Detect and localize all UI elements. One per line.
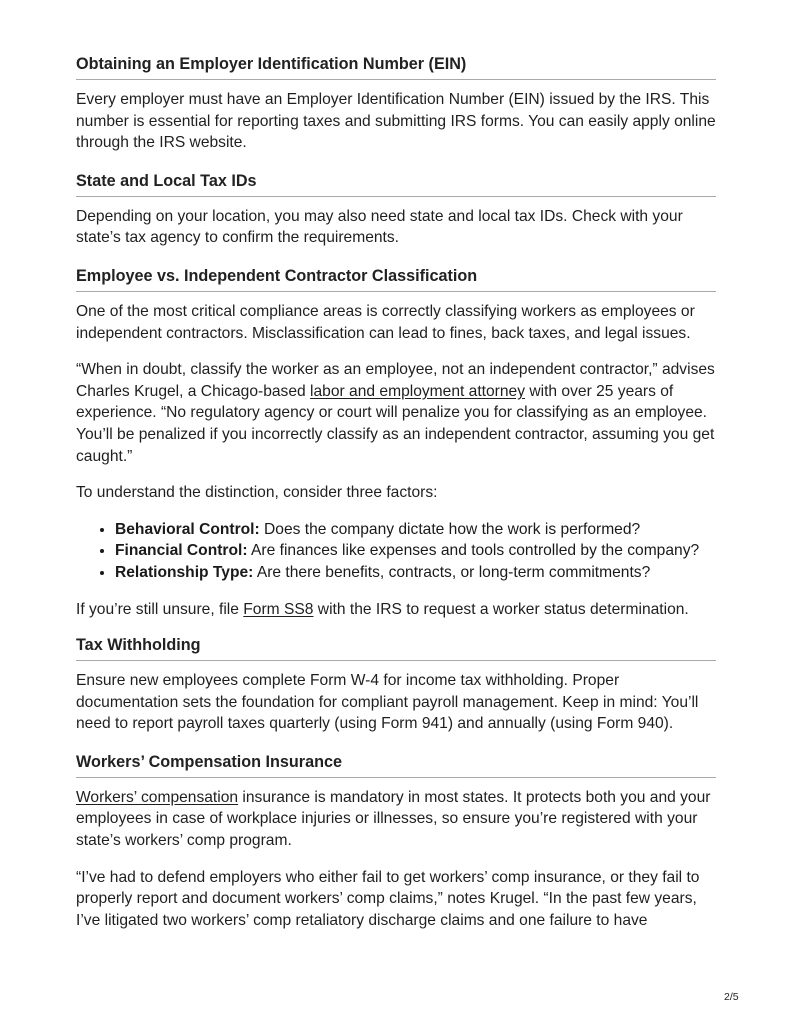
section-title-state-tax: State and Local Tax IDs [76, 171, 716, 197]
factor-text: Are finances like expenses and tools controlled by the company? [247, 542, 700, 560]
document-body [76, 54, 716, 946]
section-title-withholding: Tax Withholding [76, 635, 716, 661]
factors-list [76, 519, 716, 584]
workers-comp-text: insurance is mandatory in most states. It protects both you and your employees in case of workplace injuries or illnesses, so ensure you’re registered with your state’s workers’ comp program. [76, 788, 711, 850]
ein-paragraph: Every employer must have an Employer Identification Number (EIN) issued by the IRS. This number is essential for reporting taxes and submitting IRS forms. You can easily apply online through the IRS website. [76, 91, 716, 152]
factor-label: Financial Control: [115, 542, 248, 560]
factor-text: Are there benefits, contracts, or long-term commitments? [253, 563, 651, 581]
krugel-quote-paragraph [76, 359, 716, 467]
workers-compensation-link[interactable]: Workers’ compensation [76, 788, 239, 806]
classification-paragraph: One of the most critical compliance areas is correctly classifying workers as employees or independent contractors. Misclassification can lead to fines, back taxes, and legal issues. [76, 302, 695, 342]
state-tax-paragraph: Depending on your location, you may also need state and local tax IDs. Check with your state’s tax agency to confirm the requirements. [76, 207, 683, 247]
labor-attorney-link[interactable]: labor and employment attorney [310, 382, 526, 400]
list-item [115, 540, 716, 562]
form-ss8-link[interactable]: Form SS8 [243, 600, 314, 618]
section-title-ein: Obtaining an Employer Identification Number (EIN) [76, 54, 716, 80]
section-title-workers-comp: Workers’ Compensation Insurance [76, 752, 716, 778]
list-item [115, 562, 716, 584]
factor-label: Behavioral Control: [115, 520, 260, 538]
workers-comp-quote-paragraph: “I’ve had to defend employers who either fail to get workers’ comp insurance, or they fail to properly report and document workers’ comp claims,” notes Krugel. “In the past few years, I’ve litigated two workers’ comp retaliatory discharge claims and one failure to have [76, 868, 700, 929]
factor-text: Does the company dictate how the work is performed? [259, 520, 641, 538]
withholding-paragraph: Ensure new employees complete Form W-4 for income tax withholding. Proper documentation sets the foundation for compliant payroll management. Keep in mind: You’ll need to report payroll taxes quarterly (using Form 941) and annually (using Form 940). [76, 672, 699, 733]
section-title-classification: Employee vs. Independent Contractor Classification [76, 266, 716, 292]
quote-text-start: “When in doubt, classify the worker as an employee, not an independent contractor,” advises Charles Krugel, a Chicago-based [76, 361, 715, 400]
ss8-paragraph [76, 599, 716, 621]
workers-comp-paragraph [76, 787, 716, 852]
ss8-text-end: with the IRS to request a worker status determination. [313, 600, 689, 618]
factor-label: Relationship Type: [115, 563, 254, 581]
page-number: 2/5 [724, 991, 739, 1003]
ss8-text-start: If you’re still unsure, file [76, 600, 244, 618]
factors-intro: To understand the distinction, consider three factors: [76, 484, 438, 502]
quote-text-end: with over 25 years of experience. “No regulatory agency or court will penalize you for classifying as an employee. You’ll be penalized if you incorrectly classify as an independent contractor, assuming you get caught.” [76, 382, 715, 465]
list-item [115, 519, 716, 541]
